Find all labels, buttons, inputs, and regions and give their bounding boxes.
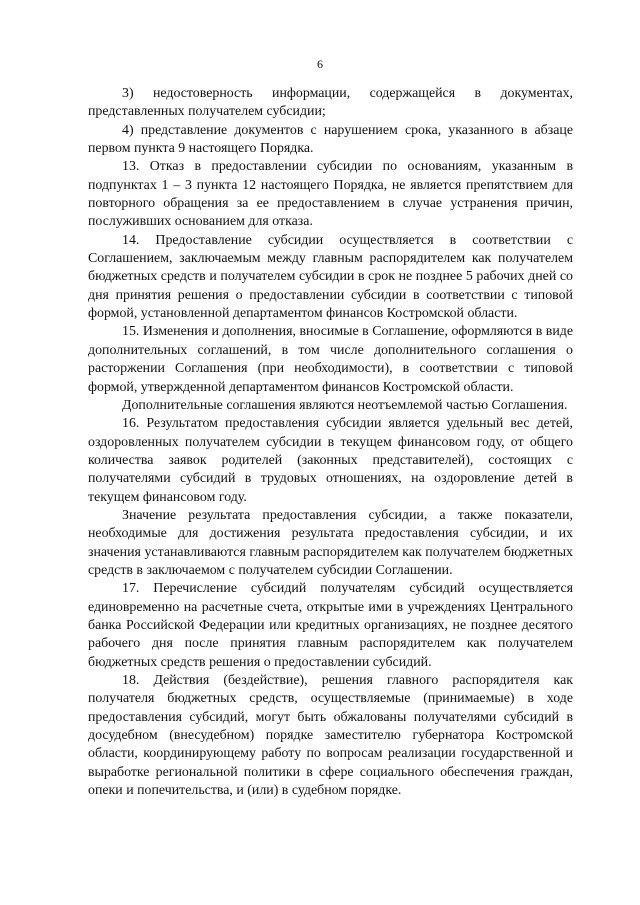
paragraph-item-4: 4) представление документов с нарушением срока, указанного в абзаце первом пункта 9 настоящего Порядка. bbox=[88, 122, 573, 157]
paragraph-item-3: 3) недостоверность информации, содержащейся в документах, представленных получателем субсидии; bbox=[88, 86, 573, 120]
paragraph-14: 14. Предоставление субсидии осуществляется в соответствии с Соглашением, заключаемым между главным распорядителем как получателем бюджетных средств и получателем субсидии в срок не позднее 5 рабочих дней со дня принятия решения о предоставлении субсидии в соответствии с типовой формой, установленной департаментом финансов Костромской области. bbox=[88, 232, 573, 322]
paragraph-16-value: Значение результата предоставления субсидии, а также показатели, необходимые для достижения результата предоставления субсидии, и их значения устанавливаются главным распорядителем как получателем бюджетных средств в заключаемом с получателем субсидии Соглашении. bbox=[88, 507, 573, 578]
paragraph-17: 17. Перечисление субсидий получателям субсидий осуществляется единовременно на расчетные счета, открытые ими в учреждениях Центрального банка Российской Федерации или кредитных организациях, не позднее десятого рабочего дня после принятия главным распорядителем как получателем бюджетных средств решения о предоставлении субсидий. bbox=[88, 581, 573, 670]
paragraph-18: 18. Действия (бездействие), решения главного распорядителя как получателя бюджетных средств, осуществляемые (принимаемые) в ходе предоставления субсидий, могут быть обжалованы получателями субсидий в досудебном (внесудебном) порядке заместителю губернатора Костромской области, координирующему работу по вопросам реализации государственной и выработке региональной политики в сфере социального обеспечения граждан, опеки и попечительства, и (или) в судебном порядке. bbox=[88, 673, 573, 799]
paragraph-15: 15. Изменения и дополнения, вносимые в Соглашение, оформляются в виде дополнительных соглашений, в том числе дополнительного соглашения о расторжении Соглашения (при необходимости), в соответствии с типовой формой, утвержденной департаментом финансов Костромской области. bbox=[88, 324, 573, 395]
document-body bbox=[88, 85, 573, 800]
paragraph-13: 13. Отказ в предоставлении субсидии по основаниям, указанным в подпунктах 1 – 3 пункта 12 настоящего Порядка, не является препятствием для повторного обращения за ее предоставлением в случае устранения причин, послуживших основанием для отказа. bbox=[88, 159, 573, 230]
paragraph-15-additional: Дополнительные соглашения являются неотъемлемой частью Соглашения. bbox=[122, 397, 568, 413]
page-number: 6 bbox=[317, 57, 323, 71]
paragraph-16: 16. Результатом предоставления субсидии является удельный вес детей, оздоровленных получателем субсидии в текущем финансовом году, от общего количества заявок родителей (законных представителей), состоящих с получателями субсидий в трудовых отношениях, на оздоровление детей в текущем финансовом году. bbox=[88, 416, 573, 505]
